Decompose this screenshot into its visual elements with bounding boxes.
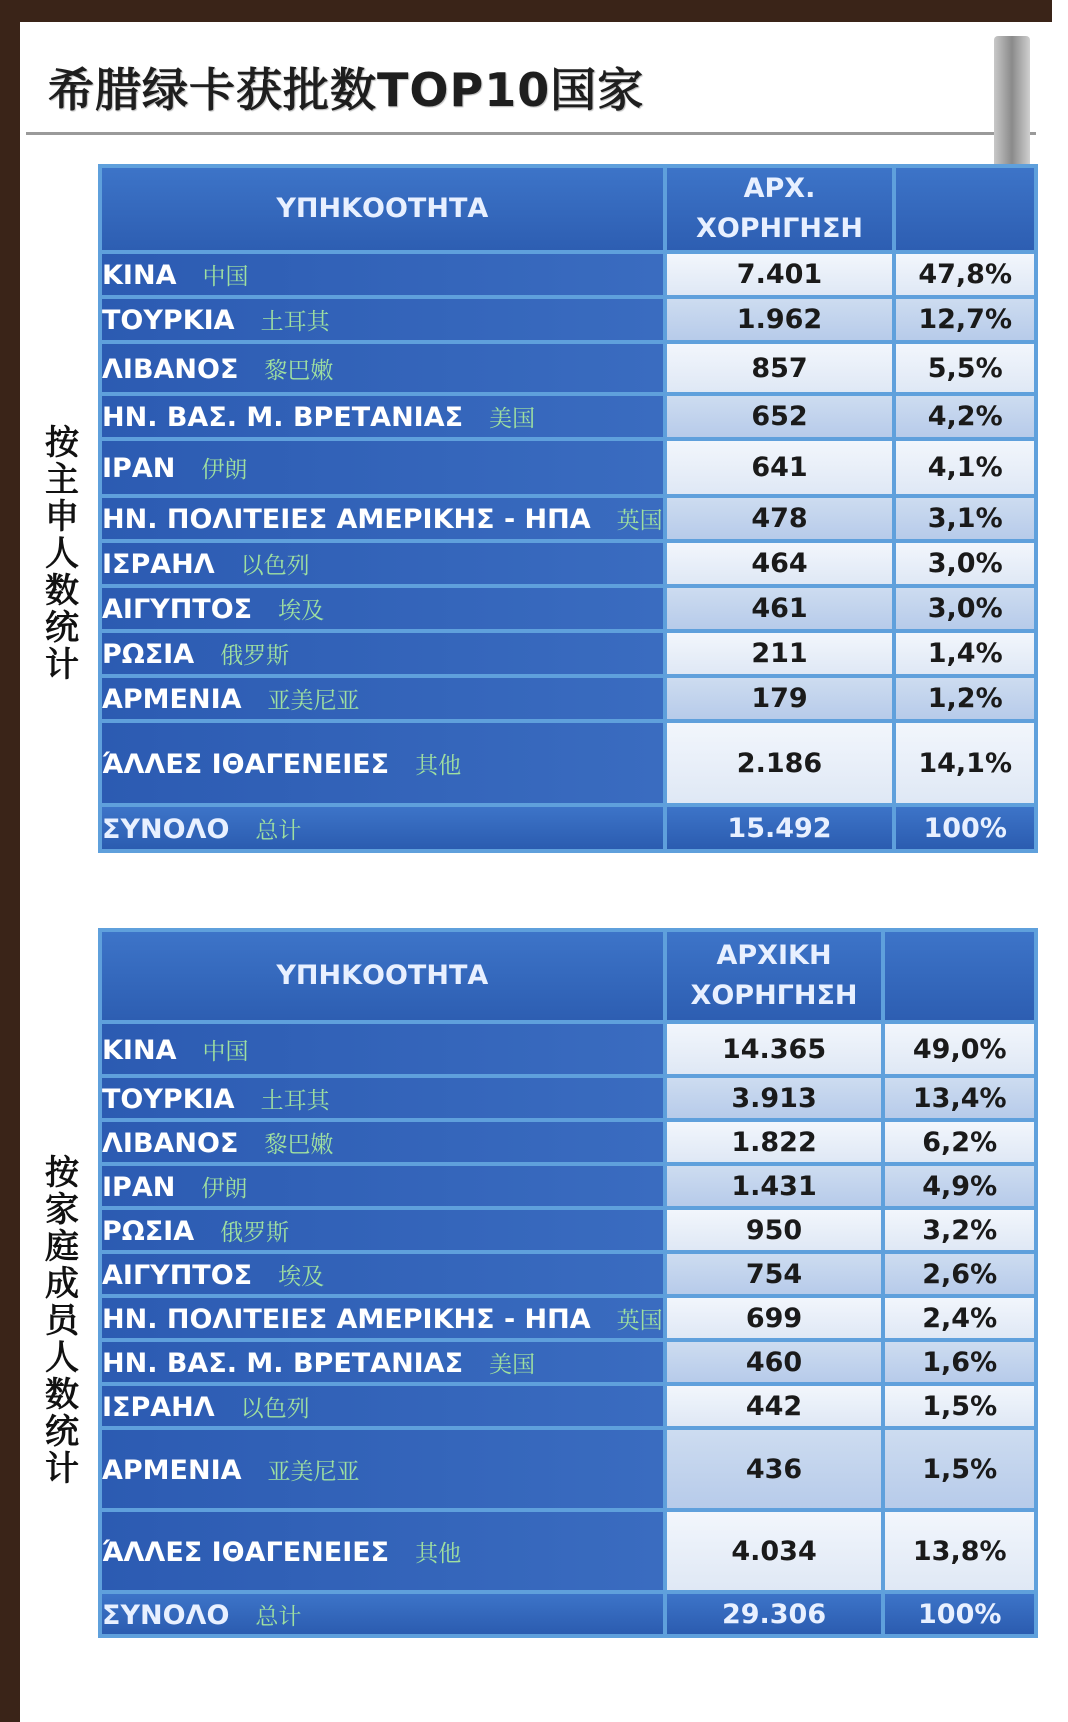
country-name-cn: 伊朗 <box>201 457 248 483</box>
country-name-cn: 亚美尼亚 <box>267 1458 360 1485</box>
table-row <box>102 1078 1034 1118</box>
table-row <box>102 441 1034 494</box>
country-name-cn: 以色列 <box>240 553 310 579</box>
table-row <box>102 678 1034 719</box>
percent-cell: 2,6% <box>885 1254 1034 1294</box>
header-initial-grant-text: ΑΡΧΙΚΗ ΧΟΡΗΓΗΣΗ <box>690 940 858 1011</box>
percent-cell: 5,5% <box>896 344 1034 392</box>
photo-frame-top <box>0 0 1068 22</box>
count-cell: 1.822 <box>667 1122 882 1162</box>
country-name: ΑΙΓΥΠΤΟΣ <box>102 594 253 625</box>
total-label: ΣΥΝΟΛΟ <box>102 813 230 845</box>
count-cell: 950 <box>667 1210 882 1250</box>
country-name: ΗΝ. ΒΑΣ. Μ. ΒΡΕΤΑΝΙΑΣ <box>102 402 464 433</box>
count-cell: 857 <box>667 344 893 392</box>
table-row <box>102 396 1034 437</box>
country-name: ΡΩΣΙΑ <box>102 1215 195 1247</box>
total-percent-cell: 100% <box>885 1594 1034 1634</box>
country-name: ΗΝ. ΒΑΣ. Μ. ΒΡΕΤΑΝΙΑΣ <box>102 1347 464 1379</box>
country-name: ΚΙΝΑ <box>102 1034 177 1066</box>
header-nationality: ΥΠΗΚΟΟΤΗΤΑ <box>102 168 663 250</box>
total-percent-cell: 100% <box>896 807 1034 849</box>
country-name: ΑΙΓΥΠΤΟΣ <box>102 1259 253 1291</box>
country-name-cn: 俄罗斯 <box>220 1219 290 1246</box>
country-name-cn: 俄罗斯 <box>220 643 290 669</box>
count-cell: 2.186 <box>667 723 893 803</box>
country-name-cn: 以色列 <box>240 1395 310 1422</box>
percent-cell: 3,0% <box>896 588 1034 629</box>
percent-cell: 1,4% <box>896 633 1034 674</box>
table-row <box>102 1298 1034 1338</box>
header-percentage <box>885 932 1034 1020</box>
side-label-family-members: 按家庭成员人数统计 <box>45 1153 79 1489</box>
table-main-applicants <box>98 164 1038 853</box>
header-initial-grant <box>667 932 882 1020</box>
percent-cell: 4,9% <box>885 1166 1034 1206</box>
table-row <box>102 1430 1034 1508</box>
country-name: ΆΛΛΕΣ ΙΘΑΓΕΝΕΙΕΣ <box>102 1536 390 1568</box>
total-count-cell: 15.492 <box>667 807 893 849</box>
table-row <box>102 1254 1034 1294</box>
side-label-main-applicants: 按主申人数统计 <box>45 423 79 685</box>
percent-cell: 2,4% <box>885 1298 1034 1338</box>
percent-cell: 3,0% <box>896 543 1034 584</box>
country-name: ΛΙΒΑΝΟΣ <box>102 1127 239 1159</box>
table-family-members <box>98 928 1038 1638</box>
total-label-cn: 总计 <box>255 1603 302 1630</box>
total-row <box>102 1594 1034 1634</box>
country-name: ΙΣΡΑΗΛ <box>102 549 215 580</box>
country-name-cn: 埃及 <box>278 598 325 624</box>
table-row <box>102 254 1034 295</box>
percent-cell: 1,5% <box>885 1386 1034 1426</box>
total-row <box>102 807 1034 849</box>
title-divider <box>26 132 1036 135</box>
count-cell: 7.401 <box>667 254 893 295</box>
country-name: ΑΡΜΕΝΙΑ <box>102 684 242 715</box>
table-row <box>102 633 1034 674</box>
count-cell: 3.913 <box>667 1078 882 1118</box>
percent-cell: 14,1% <box>896 723 1034 803</box>
table-row <box>102 299 1034 340</box>
page-title: 希腊绿卡获批数TOP10国家 <box>48 63 645 117</box>
header-initial-grant: ΑΡΧ. ΧΟΡΗΓΗΣΗ <box>667 168 893 250</box>
country-name-cn: 埃及 <box>278 1263 325 1290</box>
percent-cell: 47,8% <box>896 254 1034 295</box>
table-row <box>102 588 1034 629</box>
country-name-cn: 黎巴嫩 <box>264 357 334 384</box>
country-name: ΡΩΣΙΑ <box>102 639 195 670</box>
percent-cell: 3,2% <box>885 1210 1034 1250</box>
country-name-cn: 中国 <box>202 1038 249 1065</box>
count-cell: 464 <box>667 543 893 584</box>
count-cell: 699 <box>667 1298 882 1338</box>
count-cell: 461 <box>667 588 893 629</box>
country-name: ΑΡΜΕΝΙΑ <box>102 1454 242 1486</box>
country-name-cn: 中国 <box>202 264 249 290</box>
count-cell: 211 <box>667 633 893 674</box>
country-name: ΙΣΡΑΗΛ <box>102 1391 215 1423</box>
percent-cell: 13,8% <box>885 1512 1034 1590</box>
country-name-cn: 伊朗 <box>201 1175 248 1202</box>
country-name-cn: 其他 <box>415 1540 462 1567</box>
count-cell: 4.034 <box>667 1512 882 1590</box>
percent-cell: 12,7% <box>896 299 1034 340</box>
count-cell: 1.962 <box>667 299 893 340</box>
country-name: ΤΟΥΡΚΙΑ <box>102 305 235 336</box>
country-name: ΆΛΛΕΣ ΙΘΑΓΕΝΕΙΕΣ <box>102 748 390 780</box>
table-row <box>102 543 1034 584</box>
percent-cell: 4,2% <box>896 396 1034 437</box>
table-row <box>102 1386 1034 1426</box>
percent-cell: 4,1% <box>896 441 1034 494</box>
count-cell: 1.431 <box>667 1166 882 1206</box>
percent-cell: 6,2% <box>885 1122 1034 1162</box>
table-row <box>102 344 1034 392</box>
country-name-cn: 其他 <box>415 752 462 779</box>
count-cell: 436 <box>667 1430 882 1508</box>
table-row <box>102 1024 1034 1074</box>
count-cell: 754 <box>667 1254 882 1294</box>
table-row <box>102 1166 1034 1206</box>
country-name-cn: 英国 <box>616 508 663 534</box>
country-name: ΗΝ. ΠΟΛΙΤΕΙΕΣ ΑΜΕΡΙΚΗΣ - ΗΠΑ <box>102 1303 591 1335</box>
count-cell: 442 <box>667 1386 882 1426</box>
percent-cell: 13,4% <box>885 1078 1034 1118</box>
total-count-cell: 29.306 <box>667 1594 882 1634</box>
percent-cell: 1,5% <box>885 1430 1034 1508</box>
count-cell: 641 <box>667 441 893 494</box>
count-cell: 478 <box>667 498 893 539</box>
table-row <box>102 1122 1034 1162</box>
country-name-cn: 土耳其 <box>260 1087 330 1114</box>
percent-cell: 3,1% <box>896 498 1034 539</box>
table-row <box>102 1342 1034 1382</box>
country-name: ΙΡΑΝ <box>102 453 176 484</box>
percent-cell: 49,0% <box>885 1024 1034 1074</box>
country-name: ΤΟΥΡΚΙΑ <box>102 1083 235 1115</box>
table-row <box>102 498 1034 539</box>
country-name: ΛΙΒΑΝΟΣ <box>102 353 239 385</box>
header-percentage <box>896 168 1034 250</box>
percent-cell: 1,6% <box>885 1342 1034 1382</box>
table-row <box>102 1210 1034 1250</box>
country-name-cn: 英国 <box>616 1307 663 1334</box>
table-row <box>102 1512 1034 1590</box>
country-name-cn: 土耳其 <box>260 309 330 335</box>
count-cell: 14.365 <box>667 1024 882 1074</box>
count-cell: 460 <box>667 1342 882 1382</box>
country-name: ΙΡΑΝ <box>102 1171 176 1203</box>
country-name-cn: 亚美尼亚 <box>267 688 360 714</box>
table-row <box>102 723 1034 803</box>
country-name-cn: 美国 <box>489 1351 536 1378</box>
total-label-cn: 总计 <box>255 817 302 844</box>
header-nationality: ΥΠΗΚΟΟΤΗΤΑ <box>102 932 663 1020</box>
count-cell: 652 <box>667 396 893 437</box>
photo-frame-left <box>0 0 20 1722</box>
total-label: ΣΥΝΟΛΟ <box>102 1599 230 1631</box>
photo-frame-right <box>1052 0 1068 1722</box>
country-name: ΚΙΝΑ <box>102 260 177 291</box>
country-name-cn: 美国 <box>489 406 536 432</box>
country-name-cn: 黎巴嫩 <box>264 1131 334 1158</box>
percent-cell: 1,2% <box>896 678 1034 719</box>
country-name: ΗΝ. ΠΟΛΙΤΕΙΕΣ ΑΜΕΡΙΚΗΣ - ΗΠΑ <box>102 504 591 535</box>
count-cell: 179 <box>667 678 893 719</box>
